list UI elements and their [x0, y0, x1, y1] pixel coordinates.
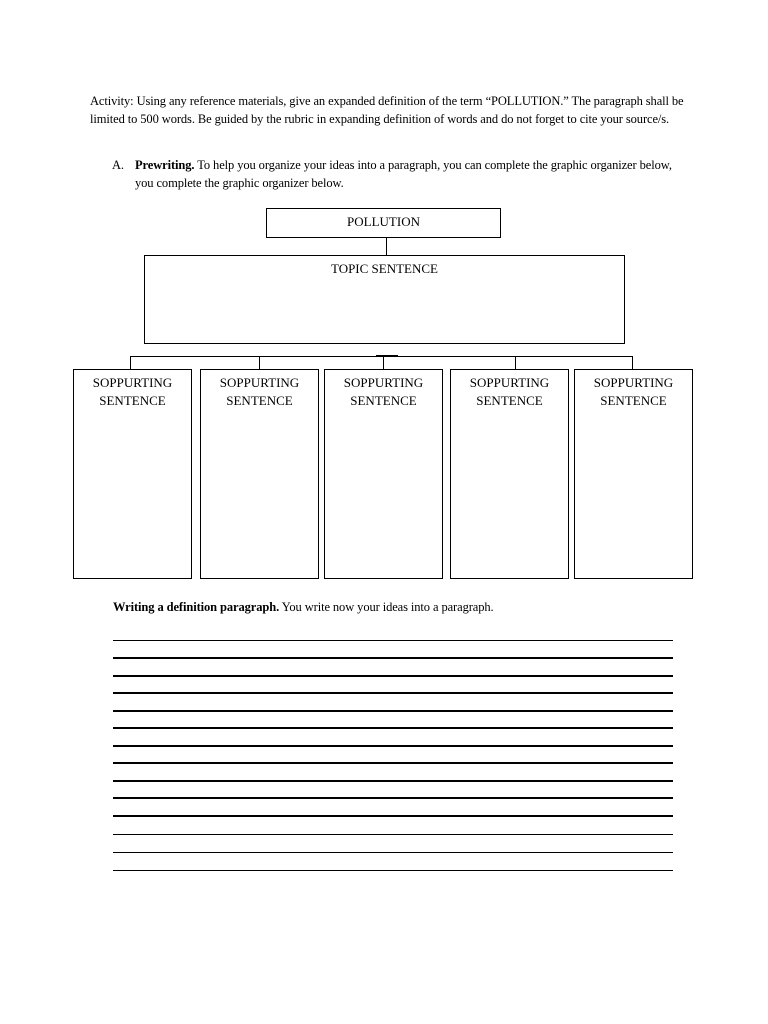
writing-line[interactable] — [113, 710, 673, 712]
topic-sentence-box[interactable] — [144, 255, 625, 344]
branch-drop-5 — [632, 356, 633, 369]
supporting-label-line2: SENTENCE — [226, 393, 293, 408]
writing-line[interactable] — [113, 692, 673, 694]
topic-sentence-label: TOPIC SENTENCE — [330, 261, 438, 276]
title-to-topic-connector — [386, 238, 387, 255]
supporting-label-line2: SENTENCE — [350, 393, 417, 408]
writing-line[interactable] — [113, 727, 673, 729]
prewriting-item — [112, 156, 672, 192]
branch-drop-4 — [515, 356, 516, 369]
supporting-sentence-box-3[interactable] — [324, 369, 443, 579]
writing-line[interactable] — [113, 780, 673, 782]
supporting-label-line1: SOPPURTING — [219, 375, 300, 390]
supporting-sentence-box-4[interactable] — [450, 369, 569, 579]
branch-to-topic-stub — [376, 355, 398, 356]
supporting-label-line1: SOPPURTING — [343, 375, 424, 390]
branch-drop-2 — [259, 356, 260, 369]
supporting-label-line1: SOPPURTING — [593, 375, 674, 390]
supporting-label-line1: SOPPURTING — [469, 375, 550, 390]
writing-heading: Writing a definition paragraph. — [113, 600, 280, 614]
pollution-title-box — [266, 208, 501, 238]
writing-line[interactable] — [113, 815, 673, 817]
supporting-label-line2: SENTENCE — [600, 393, 667, 408]
writing-instructions — [113, 598, 673, 616]
supporting-label-line2: SENTENCE — [99, 393, 166, 408]
branch-drop-1 — [130, 356, 131, 369]
supporting-sentence-box-1[interactable] — [73, 369, 192, 579]
writing-line[interactable] — [113, 657, 673, 659]
supporting-label-line1: SOPPURTING — [92, 375, 173, 390]
item-letter: A. — [112, 158, 124, 172]
branch-horizontal-line — [130, 356, 633, 357]
writing-line[interactable] — [113, 852, 673, 853]
writing-line[interactable] — [113, 640, 673, 641]
prewriting-heading: Prewriting. — [135, 158, 195, 172]
writing-line[interactable] — [113, 745, 673, 747]
writing-line[interactable] — [113, 870, 673, 871]
writing-line[interactable] — [113, 797, 673, 799]
writing-line[interactable] — [113, 834, 673, 835]
supporting-sentence-box-5[interactable] — [574, 369, 693, 579]
branch-drop-3 — [383, 356, 384, 369]
supporting-sentence-box-2[interactable] — [200, 369, 319, 579]
prewriting-text — [135, 156, 672, 192]
activity-instructions: Activity: Using any reference materials, give an expanded definition of the term “POLLUTION.” The paragraph shall be limited to 500 words. Be guided by the rubric in expanding definition of words and do not forget to cite your source/s. — [90, 94, 684, 126]
pollution-title: POLLUTION — [347, 214, 420, 229]
writing-line[interactable] — [113, 675, 673, 677]
supporting-label-line2: SENTENCE — [476, 393, 543, 408]
writing-text: You write now your ideas into a paragraph. — [279, 600, 494, 614]
prewriting-instructions: To help you organize your ideas into a paragraph, you can complete the graphic organizer below, you complete the graphic organizer below. — [135, 158, 672, 190]
writing-line[interactable] — [113, 762, 673, 764]
